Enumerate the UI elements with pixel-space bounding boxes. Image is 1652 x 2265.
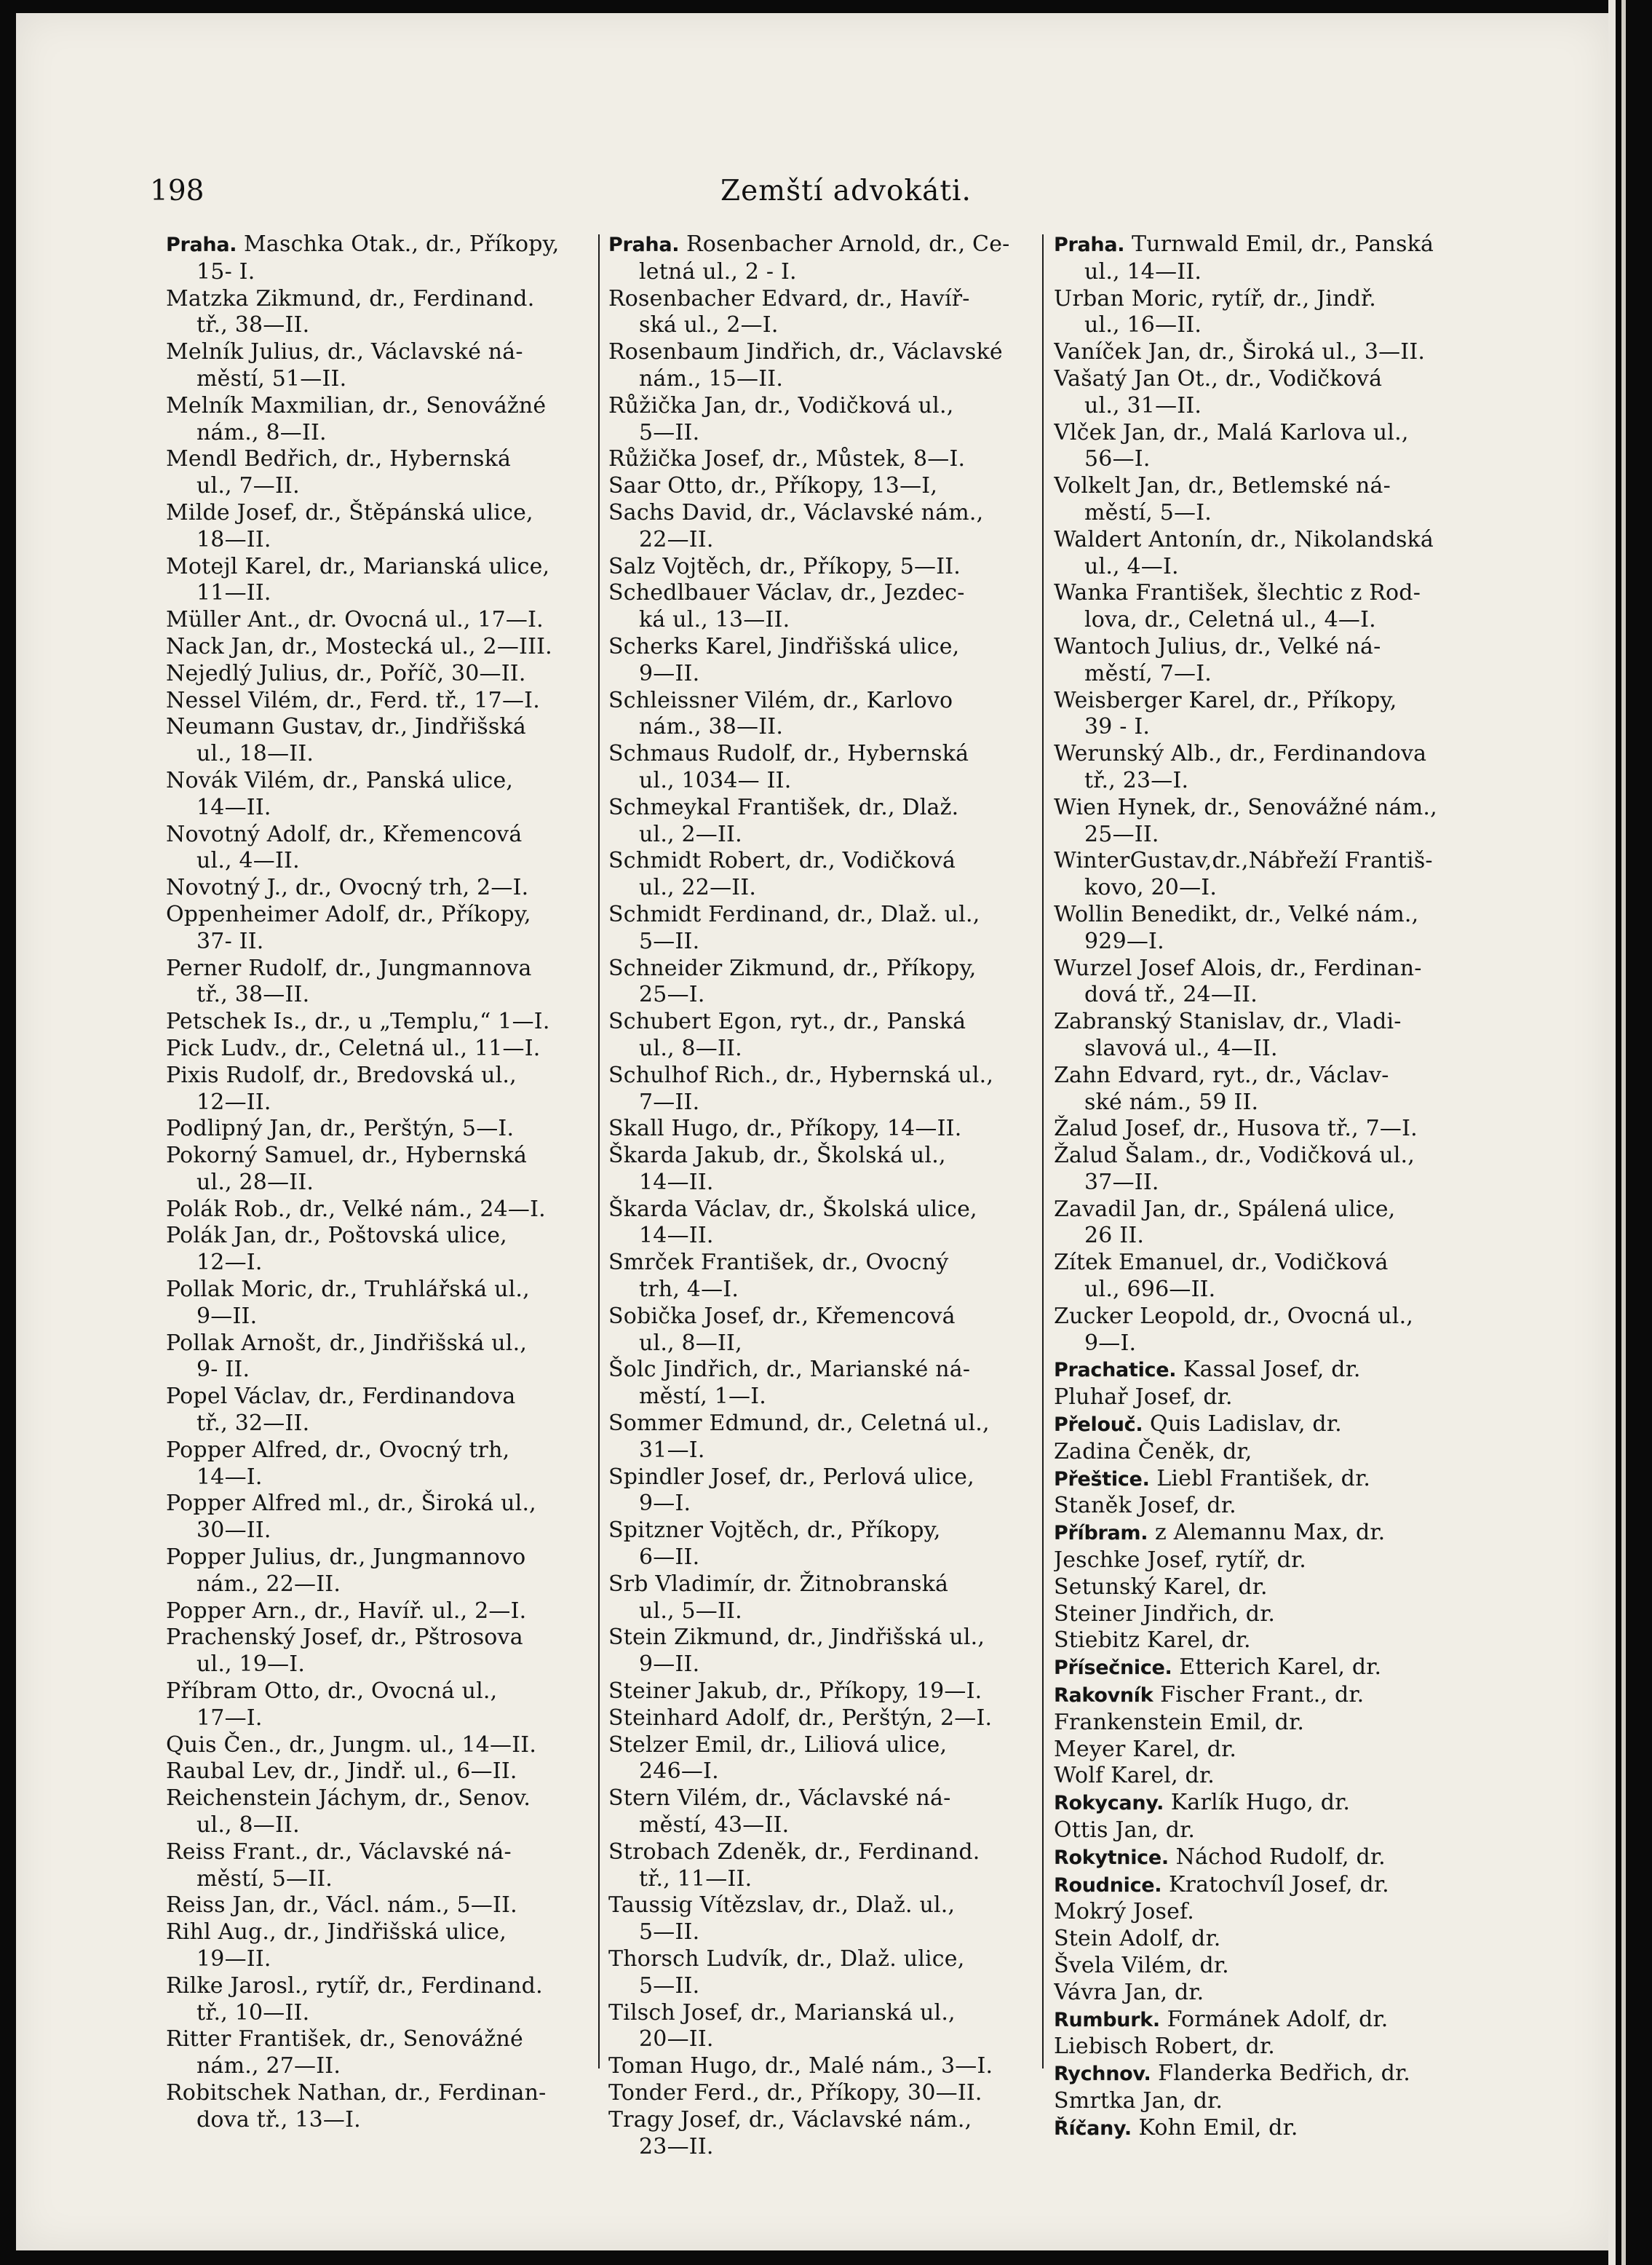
entry-continuation: tř., 23—I. [1084,767,1189,793]
place-name: Říčany. [1054,2117,1132,2140]
place-name: Přísečnice. [1054,1657,1172,1680]
entry-continuation: trh, 4—I. [639,1277,739,1303]
directory-entry: Příbram Otto, dr., Ovocná ul., [166,1678,498,1705]
entry-text: Liebl František, dr. [1149,1465,1371,1491]
entry-continuation: městí, 7—I. [1084,660,1212,686]
directory-entry: Mokrý Josef. [1054,1899,1194,1925]
directory-entry: Rilke Jarosl., rytíř, dr., Ferdinand. [166,1972,543,1999]
entry-text: Flanderka Bedřich, dr. [1151,2060,1411,2087]
directory-entry: Šolc Jindřich, dr., Marianské ná- [608,1357,971,1383]
entry-continuation: slavová ul., 4—II. [1084,1035,1278,1061]
entry-continuation: 18—II. [196,526,271,552]
directory-entry: Růžička Jan, dr., Vodičková ul., [608,392,954,419]
directory-entry: Schubert Egon, ryt., dr., Panská [608,1009,966,1035]
entry-continuation: tř., 38—II. [196,982,310,1008]
place-entry [1054,1466,1499,1494]
directory-entry: Schmaus Rudolf, dr., Hybernská [608,741,969,767]
directory-entry: Taussig Vítězslav, dr., Dlaž. ul., [608,1892,956,1919]
entry-continuation: městí, 5—II. [196,1865,333,1892]
place-name: Přeštice. [1054,1467,1150,1491]
directory-entry: Spindler Josef, dr., Perlová ulice, [608,1464,974,1490]
directory-entry: Sobička Josef, dr., Křemencová [608,1303,956,1329]
entry-continuation: 19—II. [196,1946,271,1972]
entry-continuation: tř., 32—II. [196,1411,310,1437]
directory-entry: Prachenský Josef, dr., Pštrosova [166,1625,523,1651]
entry-continuation: 9—I. [639,1491,691,1517]
entry-continuation: 15- I. [196,258,255,285]
directory-entry: Nack Jan, dr., Mostecká ul., 2—III. [166,633,552,659]
entry-continuation: 23—II. [639,2133,714,2159]
entry-continuation: tř., 10—II. [196,1999,310,2026]
entry-continuation: 7—II. [639,1089,700,1115]
entry-continuation: 9—II. [196,1303,258,1329]
entry-continuation: ul., 2—II. [639,821,742,847]
directory-entry: Zabranský Stanislav, dr., Vladi- [1054,1009,1402,1035]
entry-continuation: 22—II. [639,526,714,552]
directory-entry: Reiss Jan, dr., Václ. nám., 5—II. [166,1892,517,1919]
entry-continuation: 14—II. [196,794,271,820]
directory-entry: Volkelt Jan, dr., Betlemské ná- [1054,473,1391,499]
entry-continuation: kovo, 20—I. [1084,875,1218,901]
column-divider [1042,234,1044,2068]
entry-continuation: lova, dr., Celetná ul., 4—I. [1084,607,1376,633]
entry-text: Kohn Emil, dr. [1131,2114,1298,2141]
directory-entry: Pokorný Samuel, dr., Hybernská [166,1143,528,1169]
entry-continuation: nám., 38—II. [639,714,784,740]
entry-continuation: 5—II. [639,419,700,445]
directory-entry: Popper Arn., dr., Havíř. ul., 2—I. [166,1598,527,1624]
place-entry [1054,231,1499,259]
place-name: Roudnice. [1054,1873,1162,1897]
directory-entry: Reichenstein Jáchym, dr., Senov. [166,1785,531,1812]
directory-entry: Polák Rob., dr., Velké nám., 24—I. [166,1196,546,1222]
directory-entry: Wien Hynek, dr., Senovážné nám., [1054,794,1437,820]
entry-continuation: 5—II. [639,1972,700,1999]
directory-entry: Stern Vilém, dr., Václavské ná- [608,1785,951,1812]
entry-continuation: dova tř., 13—I. [196,2106,361,2133]
place-name: Praha. [1054,234,1125,256]
directory-entry: Melník Julius, dr., Václavské ná- [166,339,523,365]
directory-entry: Urban Moric, rytíř, dr., Jindř. [1054,285,1377,312]
entry-continuation: nám., 27—II. [196,2053,341,2079]
entry-text: Fischer Frant., dr. [1153,1682,1365,1708]
directory-entry: Vlček Jan, dr., Malá Karlova ul., [1054,419,1409,445]
entry-continuation: nám., 22—II. [196,1571,341,1597]
directory-entry: Švela Vilém, dr. [1054,1953,1229,1978]
entry-continuation: ul., 16—II. [1084,312,1202,338]
entry-continuation: 11—II. [196,580,271,606]
directory-entry: Rihl Aug., dr., Jindřišská ulice, [166,1919,507,1945]
place-name: Praha. [608,234,680,256]
entry-continuation: ská ul., 2—I. [639,312,779,338]
directory-entry: Meyer Karel, dr. [1054,1736,1237,1762]
directory-entry: Zavadil Jan, dr., Spálená ulice, [1054,1196,1396,1222]
directory-entry: Sachs David, dr., Václavské nám., [608,499,984,525]
directory-entry: Wolf Karel, dr. [1054,1763,1215,1789]
directory-entry: Salz Vojtěch, dr., Příkopy, 5—II. [608,553,961,579]
directory-entry: Steinhard Adolf, dr., Perštýn, 2—I. [608,1705,993,1731]
entry-continuation: 26 II. [1084,1223,1145,1249]
entry-continuation: městí, 5—I. [1084,499,1212,525]
directory-entry: Popper Alfred ml., dr., Široká ul., [166,1491,536,1517]
place-entry [1054,1682,1499,1710]
directory-entry: Rosenbaum Jindřich, dr., Václavské [608,339,1003,365]
directory-entry: Růžička Josef, dr., Můstek, 8—I. [608,446,966,472]
entry-continuation: ul., 22—II. [639,875,757,901]
directory-entry: Matzka Zikmund, dr., Ferdinand. [166,285,535,312]
entry-continuation: 31—I. [639,1437,705,1463]
directory-entry: Srb Vladimír, dr. Žitnobranská [608,1571,949,1597]
directory-entry: Schneider Zikmund, dr., Příkopy, [608,955,977,981]
directory-entry: Ottis Jan, dr. [1054,1817,1196,1844]
directory-entry: Oppenheimer Adolf, dr., Příkopy, [166,901,531,927]
directory-entry: Žalud Josef, dr., Husova tř., 7—I. [1054,1116,1418,1142]
entry-continuation: 20—II. [639,2026,714,2052]
directory-entry: Reiss Frant., dr., Václavské ná- [166,1838,512,1865]
entry-continuation: ul., 8—II. [639,1035,742,1061]
page-number: 198 [150,175,204,207]
entry-continuation: 9—I. [1084,1330,1137,1356]
directory-entry: Novák Vilém, dr., Panská ulice, [166,767,514,793]
entry-continuation: 5—II. [639,928,700,954]
place-entry [1054,1654,1499,1682]
directory-entry: Waldert Antonín, dr., Nikolandská [1054,526,1434,552]
place-entry [1054,1790,1499,1817]
entry-continuation: nám., 8—II. [196,419,327,445]
entry-continuation: dová tř., 24—II. [1084,982,1258,1008]
directory-entry: Tragy Josef, dr., Václavské nám., [608,2106,972,2133]
directory-entry: Spitzner Vojtěch, dr., Příkopy, [608,1518,941,1544]
entry-continuation: ul., 7—II. [196,473,300,499]
directory-entry: Pick Ludv., dr., Celetná ul., 11—I. [166,1035,541,1061]
directory-entry: Nejedlý Julius, dr., Poříč, 30—II. [166,660,526,686]
entry-continuation: 9- II. [196,1357,250,1383]
place-name: Praha. [166,234,237,256]
entry-text: Náchod Rudolf, dr. [1168,1844,1386,1870]
directory-entry: Nessel Vilém, dr., Ferd. tř., 17—I. [166,687,540,713]
directory-entry: Strobach Zdeněk, dr., Ferdinand. [608,1838,980,1865]
entry-continuation: ul., 8—II. [196,1812,300,1838]
directory-entry: Werunský Alb., dr., Ferdinandova [1054,741,1427,767]
directory-entry: Zucker Leopold, dr., Ovocná ul., [1054,1303,1414,1329]
entry-continuation: ul., 1034— II. [639,767,792,793]
entry-text: z Alemannu Max, dr. [1148,1520,1386,1546]
column-1 [166,231,611,2240]
entry-continuation: ul., 5—II. [639,1598,742,1624]
directory-entry: Sommer Edmund, dr., Celetná ul., [608,1411,990,1437]
directory-entry: Pixis Rudolf, dr., Bredovská ul., [166,1062,517,1088]
place-name: Rokycany. [1054,1792,1164,1815]
directory-entry: Novotný J., dr., Ovocný trh, 2—I. [166,875,529,901]
directory-entry: Wurzel Josef Alois, dr., Ferdinan- [1054,955,1422,981]
place-entry [1054,1520,1499,1547]
entry-continuation: nám., 15—II. [639,365,784,392]
column-3 [1054,231,1499,2240]
entry-text: Maschka Otak., dr., Příkopy, [237,231,560,257]
directory-entry: Schleissner Vilém, dr., Karlovo [608,687,953,713]
directory-entry: Pollak Arnošt, dr., Jindřišská ul., [166,1330,528,1356]
place-entry [1054,1357,1499,1384]
directory-entry: Schmidt Ferdinand, dr., Dlaž. ul., [608,901,980,927]
directory-entry: Frankenstein Emil, dr. [1054,1709,1305,1735]
entry-text: Karlík Hugo, dr. [1164,1790,1351,1816]
directory-entry: Zadina Čeněk, dr, [1054,1438,1252,1464]
place-entry [1054,1872,1499,1900]
place-name: Rychnov. [1054,2063,1151,2086]
entry-continuation: 56—I. [1084,446,1151,472]
entry-continuation: 14—I. [196,1464,263,1490]
entry-continuation: 37—II. [1084,1169,1159,1195]
directory-entry: Stelzer Emil, dr., Liliová ulice, [608,1732,948,1758]
place-entry [608,231,1054,259]
place-name: Rumburk. [1054,2008,1160,2031]
entry-text: Turnwald Emil, dr., Panská [1124,231,1434,257]
entry-continuation: tř., 38—II. [196,312,310,338]
directory-entry: Liebisch Robert, dr. [1054,2034,1275,2060]
directory-entry: Škarda Václav, dr., Školská ulice, [608,1196,977,1222]
directory-entry: Robitschek Nathan, dr., Ferdinan- [166,2079,547,2106]
entry-text: Quis Ladislav, dr. [1143,1411,1342,1437]
entry-continuation: 12—I. [196,1250,263,1276]
entry-continuation: 14—II. [639,1223,714,1249]
directory-entry: Toman Hugo, dr., Malé nám., 3—I. [608,2053,993,2079]
directory-entry: Jeschke Josef, rytíř, dr. [1054,1547,1306,1574]
place-entry [1054,2115,1499,2143]
directory-entry: Wantoch Julius, dr., Velké ná- [1054,633,1381,659]
directory-entry: Petschek Is., dr., u „Templu,“ 1—I. [166,1009,550,1035]
directory-entry: Zahn Edvard, ryt., dr., Václav- [1054,1062,1389,1088]
directory-entry: Schedlbauer Václav, dr., Jezdec- [608,580,965,606]
directory-entry: Zítek Emanuel, dr., Vodičková [1054,1250,1389,1276]
directory-entry: Tonder Ferd., dr., Příkopy, 30—II. [608,2079,982,2106]
directory-entry: Škarda Jakub, dr., Školská ul., [608,1143,946,1169]
entry-continuation: 14—II. [639,1169,714,1195]
entry-continuation: městí, 1—I. [639,1384,766,1410]
directory-entry: Pollak Moric, dr., Truhlářská ul., [166,1277,530,1303]
entry-continuation: tř., 11—II. [639,1865,752,1892]
directory-entry: Mendl Bedřich, dr., Hybernská [166,446,512,472]
directory-entry: Polák Jan, dr., Poštovská ulice, [166,1223,507,1249]
page-edge [1608,0,1616,2265]
directory-entry: Schmeykal František, dr., Dlaž. [608,794,959,820]
place-name: Rakovník [1054,1684,1153,1707]
entry-continuation: ul., 8—II, [639,1330,742,1356]
directory-entry: Rosenbacher Edvard, dr., Havíř- [608,285,970,312]
directory-entry: Neumann Gustav, dr., Jindřišská [166,714,526,740]
entry-continuation: 12—II. [196,1089,271,1115]
entry-continuation: ká ul., 13—II. [639,607,790,633]
directory-entry: Ritter František, dr., Senovážné [166,2026,523,2052]
directory-entry: Schmidt Robert, dr., Vodičková [608,848,956,874]
directory-entry: Schulhof Rich., dr., Hybernská ul., [608,1062,994,1088]
entry-text: Kratochvíl Josef, dr. [1161,1871,1389,1897]
directory-entry: Vaníček Jan, dr., Široká ul., 3—II. [1054,339,1426,365]
directory-entry: Setunský Karel, dr. [1054,1574,1268,1600]
entry-continuation: 25—II. [1084,821,1159,847]
directory-entry: Motejl Karel, dr., Marianská ulice, [166,553,550,579]
directory-entry: Müller Ant., dr. Ovocná ul., 17—I. [166,607,544,633]
entry-continuation: ul., 18—II. [196,741,314,767]
entry-continuation: ul., 14—II. [1084,258,1202,285]
directory-entry: Perner Rudolf, dr., Jungmannova [166,955,532,981]
directory-entry: WinterGustav,dr.,Nábřeží Františ- [1054,848,1433,874]
entry-text: Kassal Josef, dr. [1176,1357,1361,1383]
directory-entry: Steiner Jakub, dr., Příkopy, 19—I. [608,1678,982,1705]
entry-continuation: 5—II. [639,1919,700,1945]
column-2 [608,231,1054,2240]
entry-continuation: ul., 696—II. [1084,1277,1216,1303]
entry-continuation: městí, 43—II. [639,1812,790,1838]
place-name: Rokytnice. [1054,1846,1169,1869]
directory-entry: Wollin Benedikt, dr., Velké nám., [1054,901,1419,927]
entry-continuation: 9—II. [639,1651,700,1678]
place-entry [1054,1844,1499,1872]
directory-entry: Vávra Jan, dr. [1054,1979,1204,2005]
place-entry [1054,2060,1499,2088]
directory-entry: Stein Adolf, dr. [1054,1926,1221,1952]
entry-continuation: 17—I. [196,1705,263,1731]
directory-entry: Milde Josef, dr., Štěpánská ulice, [166,499,533,525]
entry-continuation: ul., 4—II. [196,848,300,874]
directory-entry: Popper Julius, dr., Jungmannovo [166,1544,526,1571]
directory-entry: Melník Maxmilian, dr., Senovážné [166,392,547,419]
place-name: Prachatice. [1054,1359,1177,1382]
directory-entry: Pluhař Josef, dr. [1054,1384,1233,1411]
directory-entry: Skall Hugo, dr., Příkopy, 14—II. [608,1116,962,1142]
directory-entry: Raubal Lev, dr., Jindř. ul., 6—II. [166,1758,517,1785]
entry-continuation: 39 - I. [1084,714,1151,740]
directory-entry: Saar Otto, dr., Příkopy, 13—I, [608,473,938,499]
entry-continuation: 30—II. [196,1518,271,1544]
directory-entry: Tilsch Josef, dr., Marianská ul., [608,1999,956,2026]
entry-text: Formánek Adolf, dr. [1159,2006,1389,2032]
entry-continuation: městí, 51—II. [196,365,347,392]
directory-entry: Popper Alfred, dr., Ovocný trh, [166,1437,510,1463]
entry-continuation: ul., 19—I. [196,1651,306,1678]
entry-continuation: 929—I. [1084,928,1164,954]
page-edge-shadow [1621,0,1626,2265]
directory-entry: Smrtka Jan, dr. [1054,2087,1223,2114]
directory-entry: Stiebitz Karel, dr. [1054,1627,1251,1654]
place-entry [1054,2007,1499,2034]
entry-continuation: ské nám., 59 II. [1084,1089,1259,1115]
entry-text: Etterich Karel, dr. [1172,1654,1382,1681]
directory-entry: Wanka František, šlechtic z Rod- [1054,580,1421,606]
directory-entry: Steiner Jindřich, dr. [1054,1600,1276,1627]
column-divider [598,234,600,2068]
directory-entry: Novotný Adolf, dr., Křemencová [166,821,523,847]
entry-continuation: ul., 4—I. [1084,553,1179,579]
place-name: Přelouč. [1054,1413,1143,1437]
directory-entry: Vašatý Jan Ot., dr., Vodičková [1054,365,1383,392]
entry-continuation: 9—II. [639,660,700,686]
directory-entry: Stein Zikmund, dr., Jindřišská ul., [608,1625,985,1651]
directory-entry: Smrček František, dr., Ovocný [608,1250,949,1276]
directory-entry: Popel Václav, dr., Ferdinandova [166,1384,516,1410]
entry-continuation: ul., 28—II. [196,1169,314,1195]
page-title: Zemští advokáti. [720,175,972,207]
entry-continuation: letná ul., 2 - I. [639,258,797,285]
place-name: Příbram. [1054,1522,1148,1545]
entry-continuation: 6—II. [639,1544,700,1571]
directory-entry: Žalud Šalam., dr., Vodičková ul., [1054,1143,1415,1169]
entry-continuation: ul., 31—II. [1084,392,1202,419]
entry-continuation: 246—I. [639,1758,719,1785]
directory-entry: Thorsch Ludvík, dr., Dlaž. ulice, [608,1946,965,1972]
entry-text: Rosenbacher Arnold, dr., Ce- [679,231,1010,257]
entry-continuation: 25—I. [639,982,705,1008]
directory-entry: Scherks Karel, Jindřišská ulice, [608,633,960,659]
place-entry [166,231,611,259]
place-entry [1054,1411,1499,1439]
directory-entry: Quis Čen., dr., Jungm. ul., 14—II. [166,1732,537,1758]
directory-entry: Staněk Josef, dr. [1054,1493,1236,1519]
entry-continuation: 37- II. [196,928,264,954]
directory-entry: Weisberger Karel, dr., Příkopy, [1054,687,1397,713]
directory-entry: Podlipný Jan, dr., Perštýn, 5—I. [166,1116,515,1142]
